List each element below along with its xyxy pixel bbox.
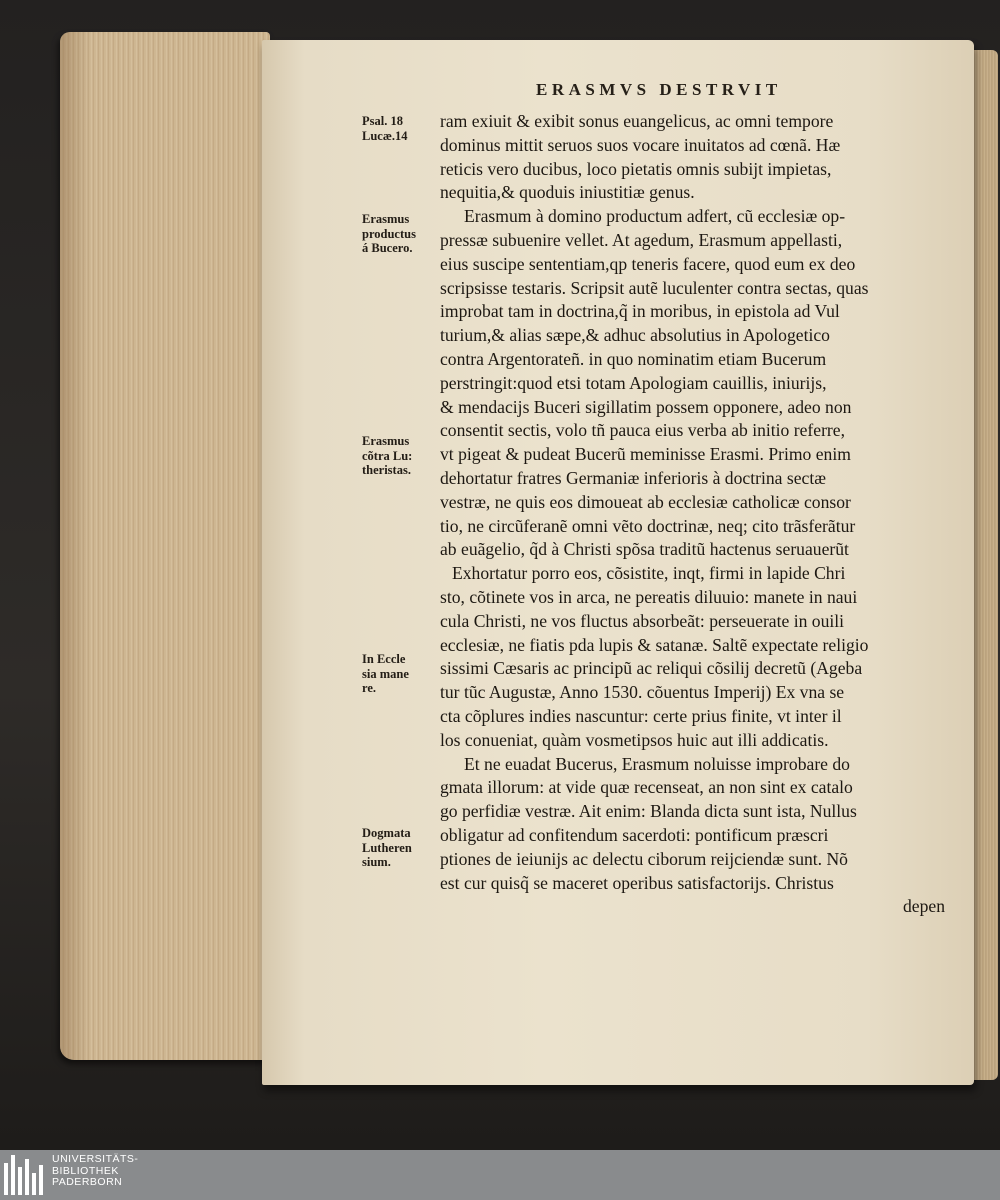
marginal-line: theristas. — [362, 463, 411, 477]
body-text — [440, 110, 945, 919]
text-line: eius suscipe sententiam,qp teneris facere, quod eum ex deo — [440, 253, 856, 274]
text-line: tur tũc Augustæ, Anno 1530. cõuentus Imperij) Ex vna se — [440, 682, 845, 703]
marginal-note — [362, 826, 440, 870]
marginal-note — [362, 114, 440, 143]
marginal-line: Psal. 18 — [362, 114, 403, 128]
text-line: ab euãgelio, q̃d à Christi spõsa traditũ hactenus seruauerũt — [440, 539, 849, 560]
marginal-line: sium. — [362, 855, 391, 869]
marginal-line: productus — [362, 226, 416, 241]
text-line: sto, cõtinete vos in arca, ne pereatis diluuio: manete in naui — [440, 586, 858, 607]
library-name-line: PADERBORN — [52, 1176, 123, 1188]
text-line: improbat tam in doctrina,q̃ in moribus, in epistola ad Vul — [440, 301, 840, 322]
marginal-line: In Eccle — [362, 652, 406, 666]
library-bars-logo-icon — [4, 1155, 48, 1195]
text-line: gmata illorum: at vide quæ recenseat, an non sint ex catalo — [440, 777, 853, 798]
text-line: cula Christi, ne vos fluctus absorbeãt: perseuerate in ouili — [440, 610, 845, 631]
text-line: turium,& alias sæpe,& adhuc absolutius in Apologetico — [440, 325, 830, 346]
running-head: ERASMVS DESTRVIT — [536, 80, 782, 99]
marginal-line: sia mane — [362, 666, 409, 681]
marginal-line: Lucæ.14 — [362, 128, 408, 143]
marginal-line: re. — [362, 681, 376, 695]
text-line: go perfidiæ vestræ. Ait enim: Blanda dicta sunt ista, Nullus — [440, 801, 857, 822]
text-line: los conueniat, quàm vosmetipsos huic aut illi addicatis. — [440, 729, 829, 750]
marginal-line: cõtra Lu: — [362, 448, 413, 463]
page-edges-left — [60, 32, 270, 1060]
text-line: tio, ne circũferanẽ omni vẽto doctrinæ, neq; cito trãsferãtur — [440, 515, 856, 536]
paragraph-first-line: Erasmum à domino productum adfert, cũ ecclesiæ op- — [464, 206, 846, 227]
text-line: contra Argentorateñ. in quo nominatim etiam Bucerum — [440, 348, 827, 369]
text-line: est cur quisq̃ se maceret operibus satisfactorijs. Christus — [440, 872, 834, 893]
paragraph-first-line: Et ne euadat Bucerus, Erasmum noluisse improbare do — [464, 753, 850, 774]
library-footer — [0, 1150, 1000, 1200]
library-name — [52, 1154, 138, 1189]
text-line: obligatur ad confitendum sacerdoti: pontificum præscri — [440, 824, 829, 845]
library-name-line: BIBLIOTHEK — [52, 1164, 119, 1177]
marginal-line: á Bucero. — [362, 241, 413, 255]
text-line: vt pigeat & pudeat Bucerũ meminisse Erasmi. Primo enim — [440, 444, 851, 465]
text-line: cta cõplures indies nascuntur: certe prius finite, vt inter il — [440, 705, 842, 726]
marginal-line: Dogmata — [362, 826, 411, 840]
marginal-note — [362, 652, 440, 696]
text-line: & mendacijs Buceri sigillatim possem opponere, adeo non — [440, 396, 852, 417]
text-line: dominus mittit seruos suos vocare inuitatos ad cœnã. Hæ — [440, 134, 841, 155]
marginal-note — [362, 434, 440, 478]
marginal-line: Lutheren — [362, 840, 412, 855]
text-line: pressæ subuenire vellet. At agedum, Erasmum appellasti, — [440, 229, 843, 250]
text-line: perstringit:quod etsi totam Apologiam cauillis, iniurijs, — [440, 372, 827, 393]
marginal-line: Erasmus — [362, 212, 410, 226]
marginal-line: Erasmus — [362, 434, 410, 448]
text-line: reticis vero ducibus, loco pietatis omnis subijt impietas, — [440, 158, 832, 179]
library-name-line: UNIVERSITÄTS- — [52, 1153, 139, 1165]
text-line: sissimi Cæsaris ac principũ ac reliqui cõsilij decretũ (Ageba — [440, 658, 863, 679]
text-line: ram exiuit & exibit sonus euangelicus, ac omni tempore — [440, 111, 834, 131]
text-line: scripsisse testaris. Scripsit autẽ luculenter contra sectas, quas — [440, 277, 869, 298]
catchword: depen — [902, 896, 945, 917]
text-line: dehortatur fratres Germaniæ inferioris à doctrina sectæ — [440, 467, 826, 488]
marginal-note — [362, 212, 440, 256]
text-line: vestræ, ne quis eos dimoueat ab ecclesiæ catholicæ consor — [440, 491, 851, 512]
text-line: nequitia,& quoduis iniustitiæ genus. — [440, 182, 695, 203]
paragraph-first-line: Exhortatur porro eos, cõsistite, inqt, firmi in lapide Chri — [452, 563, 846, 584]
text-line: ecclesiæ, ne fiatis pda lupis & satanæ. Saltẽ expectate religio — [440, 634, 869, 655]
text-line: ptiones de ieiunijs ac delectu ciborum reijciendæ sunt. Nõ — [440, 848, 848, 869]
text-line: consentit sectis, volo tñ pauca eius verba ab initio referre, — [440, 420, 845, 441]
